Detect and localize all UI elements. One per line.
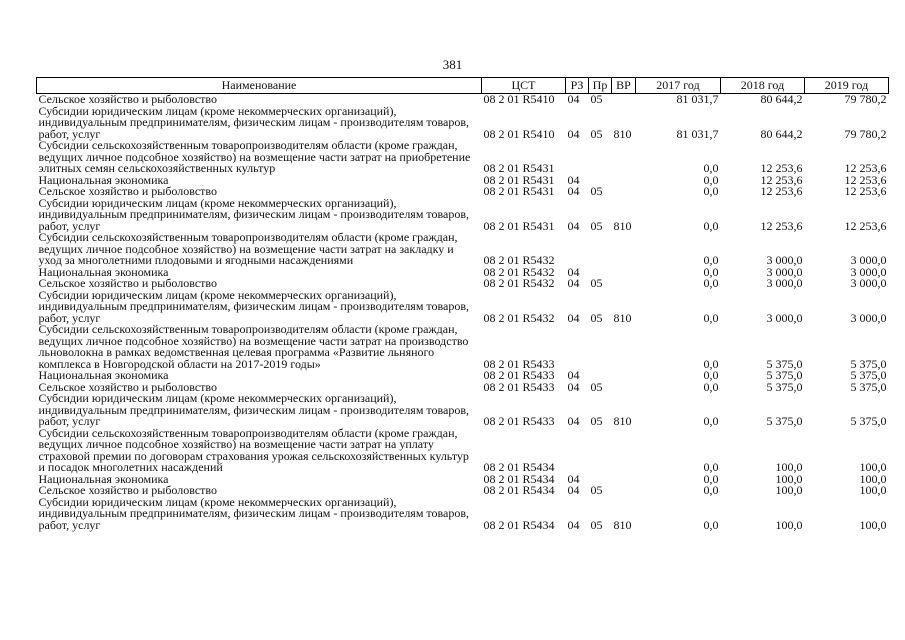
- cell-cst: 08 2 01 R5431: [483, 218, 555, 233]
- table-row: [37, 393, 889, 428]
- cell-vr: [612, 370, 636, 382]
- cell-pr: [589, 140, 612, 175]
- cell-vr: [612, 267, 636, 279]
- cell-cst: 08 2 01 R5434: [483, 517, 555, 532]
- table-row: [37, 106, 889, 141]
- cell-vr: 810: [613, 414, 632, 428]
- cell-2018: 100,0: [775, 471, 803, 486]
- cell-name: Субсидии юридическим лицам (кроме некоммерческих организаций), индивидуальным предпринимателям, физическим лицам - производителям товаров, работ, услуг: [38, 103, 470, 141]
- header-2018: 2018 год: [721, 78, 805, 94]
- cell-cst: 08 2 01 R5433: [483, 379, 555, 394]
- cell-2019: 3 000,0: [850, 276, 887, 290]
- cell-2017: 0,0: [703, 356, 719, 371]
- cell-name: Субсидии юридическим лицам (кроме некоммерческих организаций), индивидуальным предпринимателям, физическим лицам - производителям товаров, работ, услуг: [38, 287, 470, 325]
- cell-2017: 0,0: [703, 184, 719, 198]
- cell-rz: 04: [567, 471, 580, 486]
- cell-rz: 04: [567, 414, 580, 428]
- cell-2019: 5 375,0: [850, 356, 887, 371]
- cell-name: Субсидии сельскохозяйственным товаропроизводителям области (кроме граждан, ведущих личное подсобное хозяйство) на возмещение части затрат на уплату страховой премии по договорам страхования урожая сельскохозяйственных культур и посадок многолетних насаждений: [38, 425, 469, 474]
- cell-pr: 05: [590, 126, 603, 141]
- cell-2019: 79 780,2: [844, 126, 887, 141]
- cell-vr: [612, 485, 636, 497]
- cell-rz: [566, 232, 589, 267]
- cell-2018: 5 375,0: [766, 356, 803, 371]
- cell-2019: 100,0: [859, 471, 887, 486]
- header-rz: РЗ: [566, 78, 589, 94]
- cell-2018: 12 253,6: [760, 184, 803, 198]
- cell-pr: [589, 232, 612, 267]
- cell-vr: [612, 94, 636, 106]
- cell-name: Сельское хозяйство и рыболовство: [38, 184, 218, 198]
- header-vr: ВР: [612, 78, 636, 94]
- cell-rz: 04: [567, 276, 580, 290]
- cell-2018: 3 000,0: [766, 310, 803, 325]
- cell-cst: 08 2 01 R5434: [483, 471, 555, 486]
- cell-name: Национальная экономика: [38, 471, 169, 486]
- cell-vr: 810: [613, 517, 632, 532]
- cell-cst: 08 2 01 R5410: [483, 126, 555, 141]
- cell-2019: 5 375,0: [850, 414, 887, 428]
- cell-pr: 05: [590, 517, 603, 532]
- cell-2017: 0,0: [703, 460, 719, 474]
- cell-2019: 5 375,0: [850, 368, 887, 382]
- cell-2017: 0,0: [703, 172, 719, 187]
- cell-rz: 04: [567, 92, 580, 106]
- table-body: [37, 94, 889, 532]
- budget-table: [36, 77, 889, 531]
- table-row: [37, 232, 889, 267]
- cell-2019: 3 000,0: [850, 310, 887, 325]
- cell-2018: 12 253,6: [760, 172, 803, 187]
- cell-vr: [612, 140, 636, 175]
- cell-pr: 05: [590, 184, 603, 198]
- cell-2018: 5 375,0: [766, 368, 803, 382]
- cell-2018: 5 375,0: [766, 379, 803, 394]
- cell-2017: 0,0: [703, 517, 719, 532]
- cell-pr: 05: [590, 276, 603, 290]
- cell-rz: 04: [567, 172, 580, 187]
- page-number: 381: [442, 57, 463, 72]
- header-pr: Пр: [589, 78, 612, 94]
- cell-2018: 3 000,0: [766, 264, 803, 279]
- cell-2017: 0,0: [703, 218, 719, 233]
- cell-cst: 08 2 01 R5434: [483, 483, 555, 497]
- cell-pr: 05: [590, 483, 603, 497]
- cell-2019: 3 000,0: [850, 264, 887, 279]
- cell-cst: 08 2 01 R5432: [483, 276, 555, 290]
- cell-cst: 08 2 01 R5434: [483, 460, 555, 474]
- cell-name: Сельское хозяйство и рыболовство: [38, 379, 218, 394]
- cell-rz: 04: [567, 517, 580, 532]
- cell-rz: 04: [567, 126, 580, 141]
- cell-rz: 04: [567, 264, 580, 279]
- cell-2019: 79 780,2: [844, 92, 887, 106]
- cell-name: Национальная экономика: [38, 264, 169, 279]
- cell-vr: [612, 428, 636, 474]
- cell-pr: [589, 428, 612, 474]
- cell-rz: [566, 140, 589, 175]
- cell-pr: [589, 324, 612, 370]
- cell-name: Субсидии юридическим лицам (кроме некоммерческих организаций), индивидуальным предпринимателям, физическим лицам - производителям товаров, работ, услуг: [38, 195, 470, 233]
- cell-name: Национальная экономика: [38, 368, 169, 382]
- cell-2019: 12 253,6: [844, 184, 887, 198]
- cell-2018: 3 000,0: [766, 253, 803, 267]
- cell-name: Субсидии юридическим лицам (кроме некоммерческих организаций), индивидуальным предпринимателям, физическим лицам - производителям товаров, работ, услуг: [38, 391, 470, 428]
- cell-rz: 04: [567, 310, 580, 325]
- cell-cst: 08 2 01 R5433: [483, 414, 555, 428]
- cell-name: Субсидии сельскохозяйственным товаропроизводителям области (кроме граждан, ведущих личное подсобное хозяйство) на возмещение части затрат на производство льноволокна в рамках ведомственная целевая программа «Развитие льняного комплекса в Новгородской области на 2017-2019 годы»: [38, 322, 469, 371]
- cell-2018: 80 644,2: [760, 126, 803, 141]
- cell-rz: 04: [567, 483, 580, 497]
- cell-name: Сельское хозяйство и рыболовство: [38, 92, 218, 106]
- cell-2018: 12 253,6: [760, 218, 803, 233]
- cell-pr: 05: [590, 310, 603, 325]
- cell-cst: 08 2 01 R5432: [483, 310, 555, 325]
- cell-2019: 12 253,6: [844, 218, 887, 233]
- cell-2017: 0,0: [703, 161, 719, 175]
- cell-2019: 5 375,0: [850, 379, 887, 394]
- table-row: [37, 140, 889, 175]
- header-cst: ЦСТ: [482, 78, 566, 94]
- cell-2018: 100,0: [775, 483, 803, 497]
- cell-2017: 0,0: [703, 368, 719, 382]
- table-row: [37, 290, 889, 325]
- header-2019: 2019 год: [805, 78, 889, 94]
- cell-2018: 12 253,6: [760, 161, 803, 175]
- cell-vr: 810: [613, 218, 632, 233]
- cell-cst: 08 2 01 R5431: [483, 161, 555, 175]
- cell-vr: [612, 382, 636, 394]
- cell-2018: 100,0: [775, 517, 803, 532]
- cell-2017: 81 031,7: [676, 92, 719, 106]
- cell-2017: 0,0: [703, 471, 719, 486]
- cell-rz: [566, 324, 589, 370]
- cell-rz: 04: [567, 379, 580, 394]
- header-2017: 2017 год: [636, 78, 721, 94]
- cell-rz: 04: [567, 218, 580, 233]
- cell-2019: 3 000,0: [850, 253, 887, 267]
- cell-2018: 3 000,0: [766, 276, 803, 290]
- cell-2017: 0,0: [703, 253, 719, 267]
- cell-cst: 08 2 01 R5432: [483, 264, 555, 279]
- cell-vr: [612, 175, 636, 187]
- cell-2017: 0,0: [703, 310, 719, 325]
- cell-2017: 0,0: [703, 276, 719, 290]
- cell-2018: 100,0: [775, 460, 803, 474]
- cell-2019: 12 253,6: [844, 161, 887, 175]
- cell-2019: 100,0: [859, 460, 887, 474]
- cell-pr: 05: [590, 92, 603, 106]
- cell-vr: [612, 278, 636, 290]
- table-row: [37, 428, 889, 474]
- cell-2017: 0,0: [703, 414, 719, 428]
- cell-cst: 08 2 01 R5431: [483, 172, 555, 187]
- cell-vr: [612, 186, 636, 198]
- cell-vr: [612, 232, 636, 267]
- cell-cst: 08 2 01 R5432: [483, 253, 555, 267]
- table-row: [37, 324, 889, 370]
- cell-vr: 810: [613, 310, 632, 325]
- cell-rz: 04: [567, 368, 580, 382]
- table-row: [37, 497, 889, 532]
- cell-2018: 80 644,2: [760, 92, 803, 106]
- cell-pr: 05: [590, 218, 603, 233]
- table-row: [37, 198, 889, 233]
- cell-2019: 100,0: [859, 483, 887, 497]
- cell-cst: 08 2 01 R5431: [483, 184, 555, 198]
- cell-cst: 08 2 01 R5410: [483, 92, 555, 106]
- cell-name: Национальная экономика: [38, 172, 169, 187]
- header-name: Наименование: [37, 78, 482, 94]
- cell-2017: 0,0: [703, 264, 719, 279]
- cell-rz: [566, 428, 589, 474]
- cell-cst: 08 2 01 R5433: [483, 368, 555, 382]
- cell-name: Субсидии сельскохозяйственным товаропроизводителям области (кроме граждан, ведущих личное подсобное хозяйство) на возмещение части затрат на приобретение элитных семян сельскохозяйственных культур: [38, 138, 471, 175]
- cell-pr: 05: [590, 379, 603, 394]
- cell-2017: 81 031,7: [676, 126, 719, 141]
- cell-2019: 12 253,6: [844, 172, 887, 187]
- cell-name: Сельское хозяйство и рыболовство: [38, 483, 218, 497]
- cell-vr: [612, 324, 636, 370]
- cell-name: Сельское хозяйство и рыболовство: [38, 276, 218, 290]
- cell-name: Субсидии сельскохозяйственным товаропроизводителям области (кроме граждан, ведущих личное подсобное хозяйство) на возмещение части затрат на закладку и уход за многолетними плодовыми и ягодными насаждениями: [38, 230, 458, 267]
- cell-vr: [612, 474, 636, 486]
- cell-cst: 08 2 01 R5433: [483, 356, 555, 371]
- cell-name: Субсидии юридическим лицам (кроме некоммерческих организаций), индивидуальным предпринимателям, физическим лицам - производителям товаров, работ, услуг: [38, 494, 470, 532]
- cell-2018: 5 375,0: [766, 414, 803, 428]
- cell-pr: 05: [590, 414, 603, 428]
- cell-rz: 04: [567, 184, 580, 198]
- cell-vr: 810: [613, 126, 632, 141]
- cell-2017: 0,0: [703, 379, 719, 394]
- cell-2017: 0,0: [703, 483, 719, 497]
- cell-2019: 100,0: [859, 517, 887, 532]
